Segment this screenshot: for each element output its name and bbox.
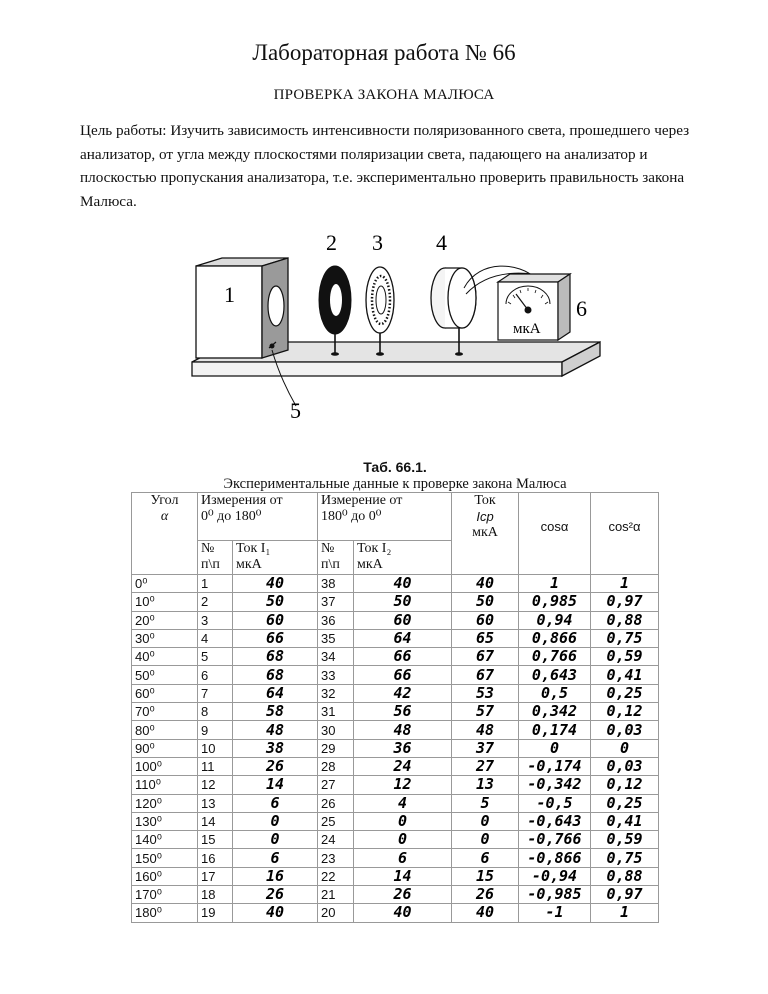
lamp-window [268,286,284,326]
header-cos2 [591,493,659,575]
cell-angle: 140⁰ [132,831,198,849]
cell-angle: 120⁰ [132,794,198,812]
cell-n2: 34 [318,648,354,666]
table-row [132,849,659,867]
header-angle [132,493,198,575]
cell-i1: 6 [233,794,318,812]
cell-cos: 0,766 [519,648,591,666]
cell-i2: 36 [354,739,452,757]
cell-i1: 60 [233,611,318,629]
table-number: Таб. 66.1. [363,459,427,475]
cell-icp: 37 [452,739,519,757]
table-row [132,739,659,757]
cell-i1: 68 [233,666,318,684]
cell-icp: 67 [452,648,519,666]
cell-i2: 6 [354,849,452,867]
cell-i2: 66 [354,648,452,666]
cell-icp: 53 [452,684,519,702]
header-meas2-label: Измерение от [321,493,403,508]
cell-cos2: 0,75 [591,629,659,647]
cell-i1: 64 [233,684,318,702]
cell-i1: 26 [233,886,318,904]
cell-n1: 13 [198,794,233,812]
cell-icp: 27 [452,757,519,775]
cell-icp: 0 [452,812,519,830]
cell-angle: 100⁰ [132,757,198,775]
cell-i1: 16 [233,867,318,885]
cell-n1: 4 [198,629,233,647]
cell-i1: 14 [233,776,318,794]
table-row [132,886,659,904]
cell-n1: 14 [198,812,233,830]
header-cos [519,493,591,575]
cell-n2: 38 [318,575,354,593]
cell-icp: 57 [452,703,519,721]
cell-i2: 66 [354,666,452,684]
cell-i1: 0 [233,831,318,849]
cell-cos: -0,643 [519,812,591,830]
cell-cos: 0,94 [519,611,591,629]
cell-icp: 40 [452,575,519,593]
header-meas1-range: 0⁰ до 180⁰ [201,509,262,524]
cell-n2: 20 [318,904,354,922]
lamp-box-front [196,266,262,358]
base-plate-front [192,362,562,376]
header-cur1-unit: мкА [236,557,262,572]
cell-n1: 10 [198,739,233,757]
cell-angle: 40⁰ [132,648,198,666]
cell-angle: 0⁰ [132,575,198,593]
cell-i2: 0 [354,812,452,830]
cell-cos2: 0,59 [591,831,659,849]
cell-i1: 66 [233,629,318,647]
measurements-table [131,492,659,923]
cell-cos: -0,342 [519,776,591,794]
cell-n1: 6 [198,666,233,684]
table-body [132,575,659,923]
cell-cos2: 0,03 [591,721,659,739]
header-cur2 [354,541,452,575]
cell-i1: 0 [233,812,318,830]
header-icp-label: Iср [476,509,494,524]
cell-angle: 150⁰ [132,849,198,867]
cell-cos2: 0,88 [591,867,659,885]
cell-n2: 33 [318,666,354,684]
header-num2 [318,541,354,575]
cell-icp: 13 [452,776,519,794]
page-title: Лабораторная работа № 66 [252,40,516,65]
cell-cos: 0,5 [519,684,591,702]
cell-n2: 29 [318,739,354,757]
header-cur2-unit: мкА [357,557,383,572]
cell-n1: 12 [198,776,233,794]
header-num1-sub: п\п [201,557,220,572]
cell-cos2: 0,59 [591,648,659,666]
cell-cos2: 0,03 [591,757,659,775]
cell-n2: 21 [318,886,354,904]
figure-label-1: 1 [224,282,235,307]
cell-n1: 19 [198,904,233,922]
table-row [132,867,659,885]
table-row [132,593,659,611]
table-row [132,904,659,922]
cell-cos2: 0,41 [591,666,659,684]
cell-n1: 11 [198,757,233,775]
cell-i1: 40 [233,904,318,922]
cell-cos2: 1 [591,904,659,922]
cell-icp: 60 [452,611,519,629]
cell-angle: 80⁰ [132,721,198,739]
cell-cos: -0,174 [519,757,591,775]
apparatus-figure [180,230,610,428]
header-num1 [198,541,233,575]
header-angle-label: Угол [150,493,179,508]
cell-angle: 130⁰ [132,812,198,830]
table-row [132,776,659,794]
table-row [132,666,659,684]
cell-angle: 20⁰ [132,611,198,629]
cell-icp: 50 [452,593,519,611]
aim-paragraph: Цель работы: Изучить зависимость интенсивности поляризованного света, прошедшего через анализатор, от угла между плоскостями поляризации света, падающего на анализатор и плоскостью пропускания анализатора, т.е. экспериментально проверить правильность закона Малюса. [80,122,690,210]
cell-cos2: 0,12 [591,776,659,794]
cell-angle: 170⁰ [132,886,198,904]
header-cur2-label: Ток I₂ [357,541,392,556]
cell-cos: 0,342 [519,703,591,721]
figure-label-6: 6 [576,296,587,321]
cell-angle: 60⁰ [132,684,198,702]
cell-n1: 16 [198,849,233,867]
cell-cos2: 0,25 [591,684,659,702]
cell-cos: 0,174 [519,721,591,739]
cell-icp: 65 [452,629,519,647]
cell-n2: 30 [318,721,354,739]
table-row [132,794,659,812]
cell-i2: 64 [354,629,452,647]
cell-i1: 50 [233,593,318,611]
header-angle-symbol: α [160,509,169,524]
cell-i2: 14 [354,867,452,885]
cell-i1: 26 [233,757,318,775]
table-row [132,721,659,739]
cell-cos2: 0,88 [591,611,659,629]
cell-icp: 48 [452,721,519,739]
cell-n1: 5 [198,648,233,666]
cell-n2: 37 [318,593,354,611]
header-cur1 [233,541,318,575]
cell-i2: 40 [354,575,452,593]
cell-cos: -1 [519,904,591,922]
cell-i2: 56 [354,703,452,721]
cell-n1: 2 [198,593,233,611]
cell-n2: 22 [318,867,354,885]
cell-cos2: 1 [591,575,659,593]
cell-cos2: 0,97 [591,886,659,904]
header-cur1-label: Ток I₁ [236,541,271,556]
cell-cos2: 0,97 [591,593,659,611]
cell-cos: -0,866 [519,849,591,867]
figure-label-4: 4 [436,230,447,255]
table-row [132,812,659,830]
table-row [132,629,659,647]
cell-n2: 27 [318,776,354,794]
cell-n1: 15 [198,831,233,849]
cell-i1: 38 [233,739,318,757]
cell-n2: 26 [318,794,354,812]
table-caption-text: Экспериментальные данные к проверке закона Малюса [223,476,567,492]
cell-n2: 32 [318,684,354,702]
cell-i1: 58 [233,703,318,721]
table-caption [130,459,660,493]
cell-cos: -0,766 [519,831,591,849]
meter-unit-label: мкА [513,321,541,337]
cell-angle: 30⁰ [132,629,198,647]
cell-n1: 7 [198,684,233,702]
table-row [132,648,659,666]
cell-i2: 48 [354,721,452,739]
cell-angle: 10⁰ [132,593,198,611]
table-row [132,757,659,775]
header-cos-label: cosα [540,519,569,534]
cell-angle: 160⁰ [132,867,198,885]
cell-i2: 12 [354,776,452,794]
header-meas1 [198,493,318,541]
header-meas1-label: Измерения от [201,493,283,508]
figure-label-2: 2 [326,230,337,255]
cell-n1: 8 [198,703,233,721]
cell-cos: 0,985 [519,593,591,611]
cell-cos: 0 [519,739,591,757]
cell-n2: 24 [318,831,354,849]
cell-cos2: 0 [591,739,659,757]
cell-icp: 40 [452,904,519,922]
header-num2-sub: п\п [321,557,340,572]
cell-icp: 67 [452,666,519,684]
cell-n1: 3 [198,611,233,629]
cell-i2: 42 [354,684,452,702]
header-cos2-label: cos²α [608,519,641,534]
cell-angle: 50⁰ [132,666,198,684]
cell-n2: 36 [318,611,354,629]
cell-i2: 4 [354,794,452,812]
figure-label-5: 5 [290,398,301,423]
table-row [132,684,659,702]
cell-cos: 0,643 [519,666,591,684]
page-subtitle: ПРОВЕРКА ЗАКОНА МАЛЮСА [273,87,495,103]
cell-n1: 18 [198,886,233,904]
cell-angle: 70⁰ [132,703,198,721]
cell-n2: 25 [318,812,354,830]
cell-i2: 24 [354,757,452,775]
cell-n2: 31 [318,703,354,721]
cell-cos: 1 [519,575,591,593]
cell-i2: 26 [354,886,452,904]
cell-cos: -0,985 [519,886,591,904]
header-meas2-range: 180⁰ до 0⁰ [321,509,382,524]
cell-cos: -0,5 [519,794,591,812]
cell-icp: 15 [452,867,519,885]
cell-n2: 35 [318,629,354,647]
figure-label-3: 3 [372,230,383,255]
cell-i2: 50 [354,593,452,611]
table-row [132,575,659,593]
cell-cos2: 0,41 [591,812,659,830]
cell-n1: 17 [198,867,233,885]
cell-angle: 110⁰ [132,776,198,794]
cell-i1: 48 [233,721,318,739]
cell-angle: 90⁰ [132,739,198,757]
cell-cos2: 0,12 [591,703,659,721]
cell-n2: 28 [318,757,354,775]
header-num1-label: № [201,541,215,556]
table-row [132,831,659,849]
cell-n1: 1 [198,575,233,593]
cell-i2: 0 [354,831,452,849]
cell-cos2: 0,25 [591,794,659,812]
cell-icp: 6 [452,849,519,867]
cell-icp: 26 [452,886,519,904]
table-row [132,611,659,629]
cell-n1: 9 [198,721,233,739]
cell-i2: 60 [354,611,452,629]
header-icp [452,493,519,575]
cell-n2: 23 [318,849,354,867]
cell-i1: 40 [233,575,318,593]
header-row-1 [132,493,659,541]
cell-icp: 0 [452,831,519,849]
header-num2-label: № [321,541,335,556]
header-icp-unit: мкА [472,525,498,540]
cell-i1: 6 [233,849,318,867]
table-row [132,703,659,721]
header-meas2 [318,493,452,541]
cell-cos: -0,94 [519,867,591,885]
cell-cos: 0,866 [519,629,591,647]
cell-angle: 180⁰ [132,904,198,922]
cell-cos2: 0,75 [591,849,659,867]
cell-i2: 40 [354,904,452,922]
header-tok: Ток [474,493,496,508]
cell-i1: 68 [233,648,318,666]
cell-icp: 5 [452,794,519,812]
